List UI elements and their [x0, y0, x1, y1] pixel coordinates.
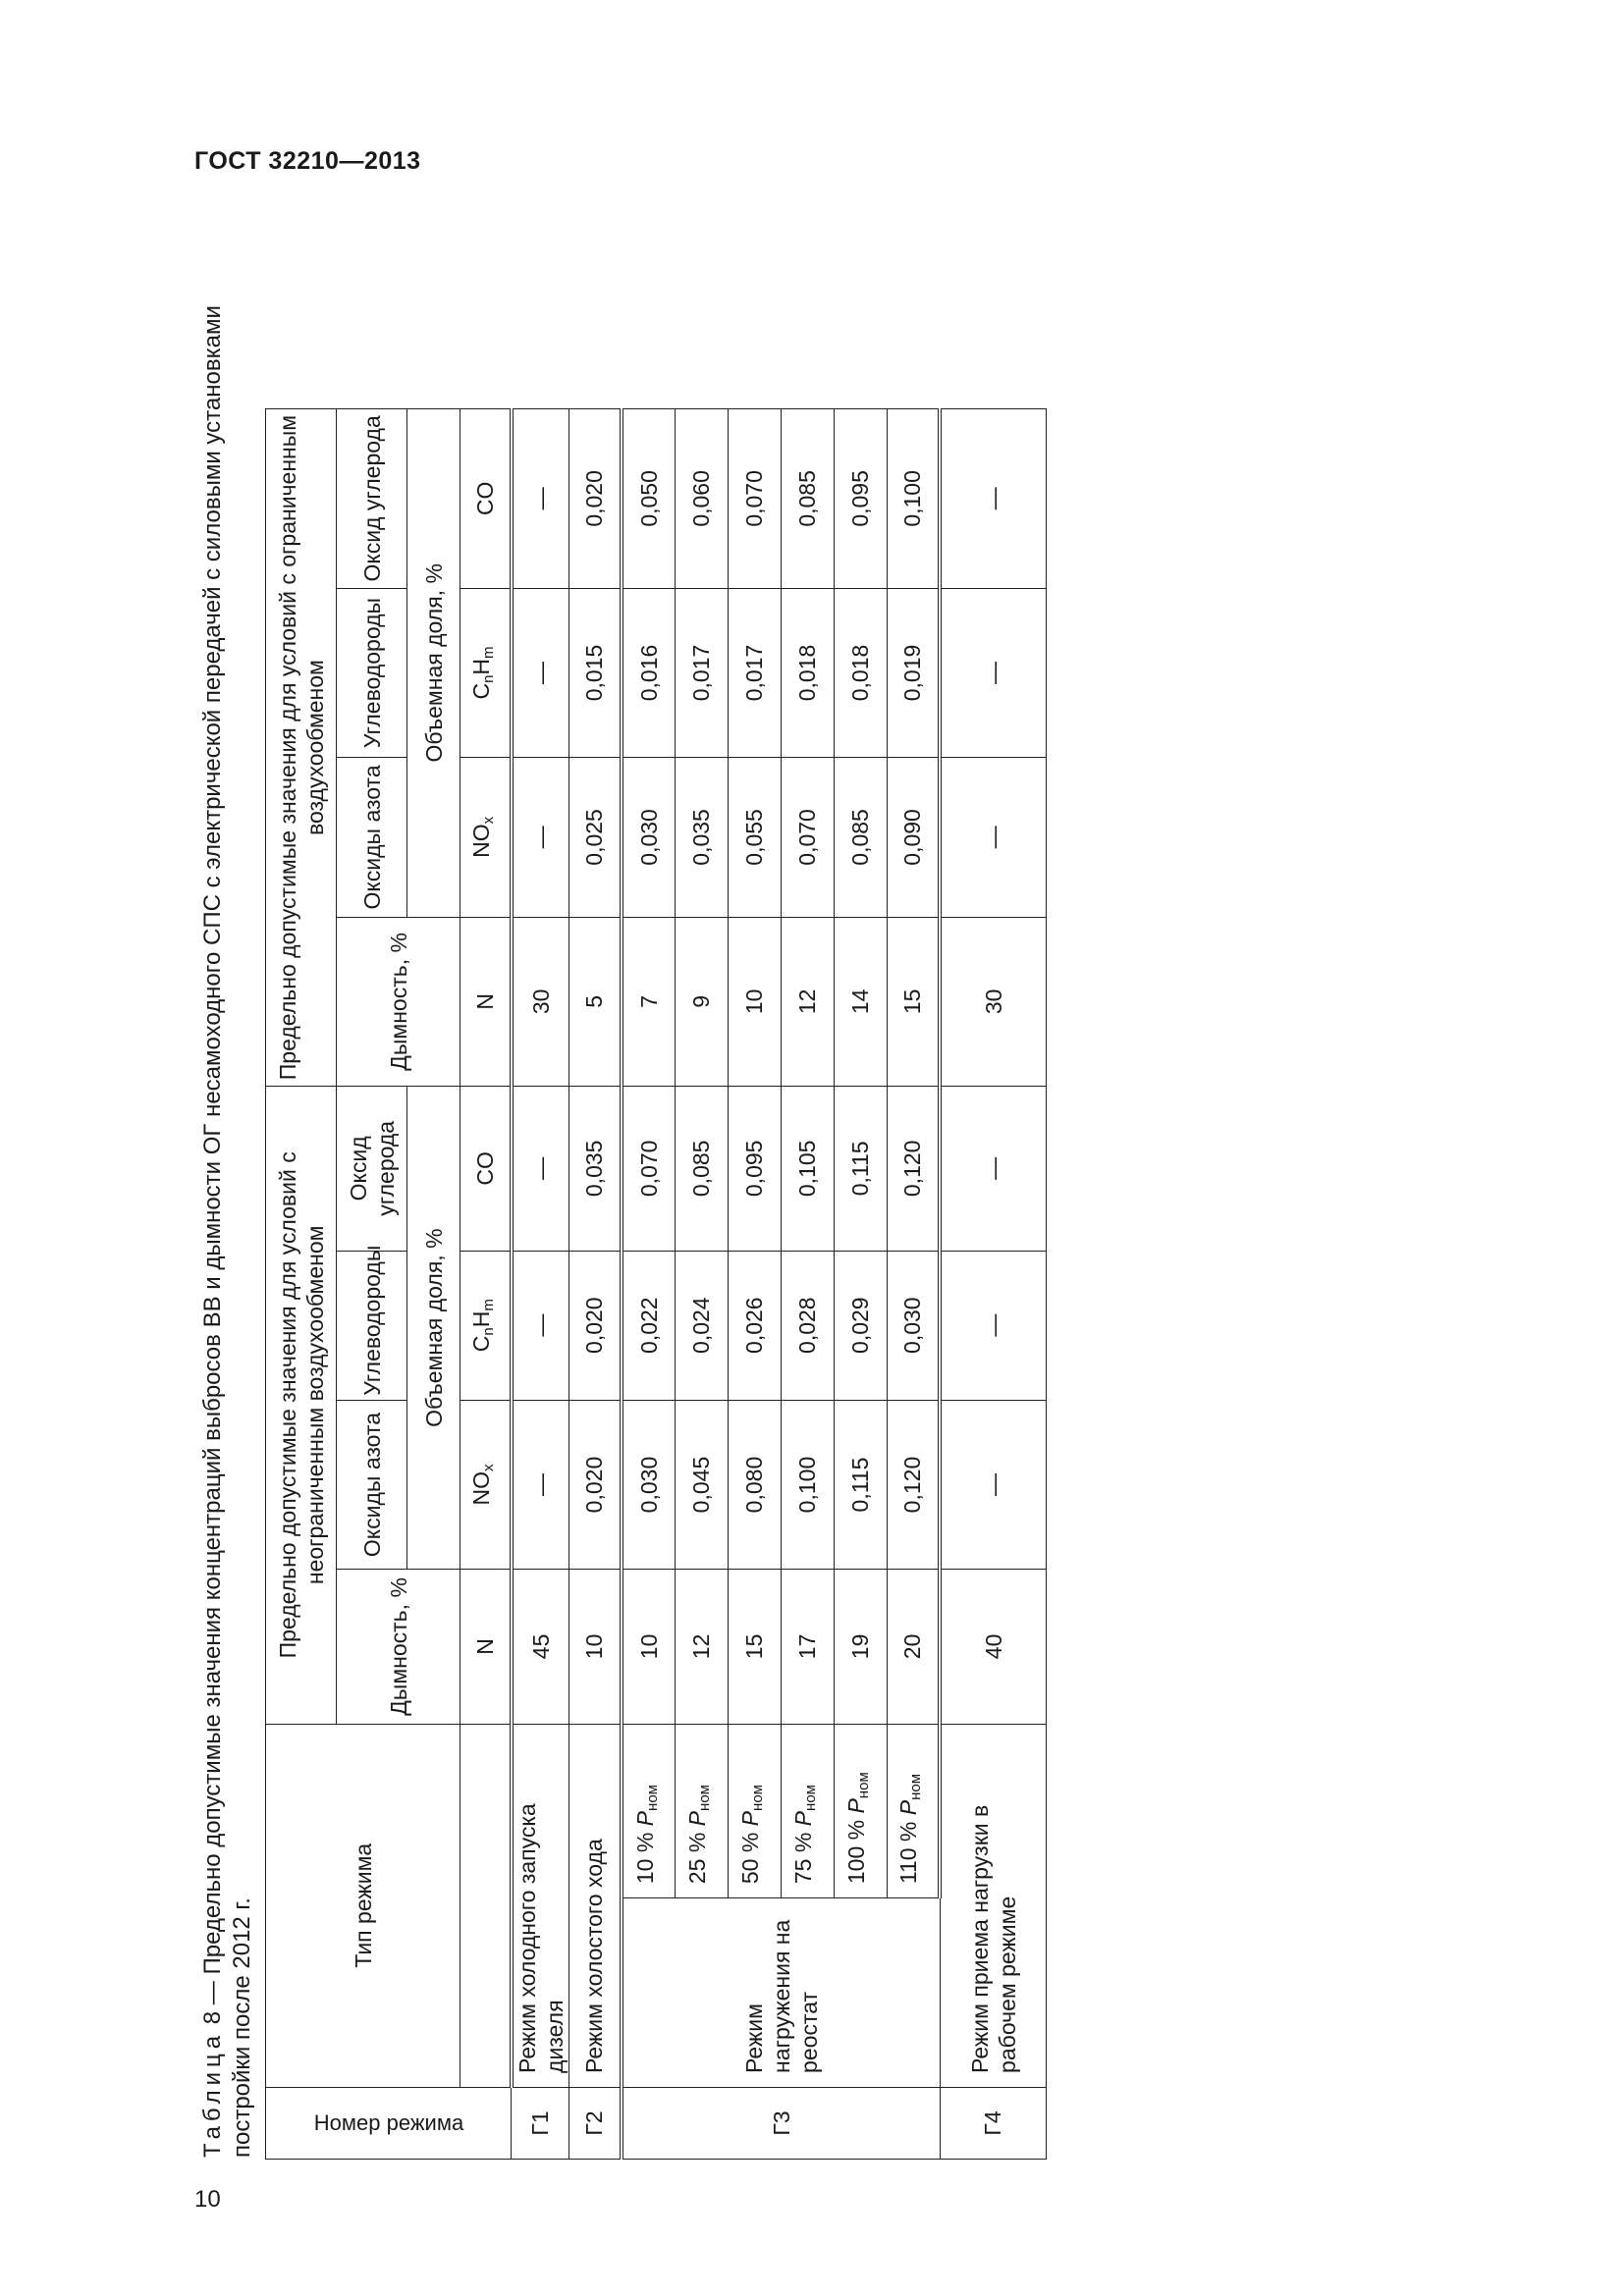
table-row [622, 212, 675, 2160]
sym-nox: $NO_x$ [460, 1400, 512, 1570]
load-level: 100 % $P_{ном}$ [834, 1724, 887, 1898]
cell-value: 0,030 [622, 758, 675, 917]
header-smoke-limited: Дымность, % [337, 917, 460, 1087]
cell-value: 9 [675, 917, 728, 1087]
cell-value: 0,100 [781, 1400, 834, 1570]
header-hc-limited: Углеводороды [337, 588, 407, 758]
header-nox-unlimited: Оксиды азота [337, 1400, 407, 1570]
cell-value: 0,020 [568, 1251, 622, 1400]
header-smoke-unlimited: Дымность, % [337, 1570, 460, 1724]
cell-value: 0,035 [568, 1087, 622, 1251]
cell-value: 10 [728, 917, 781, 1087]
emissions-table [265, 211, 1047, 2160]
header-volume-share-unlimited: Объемная доля, % [407, 1087, 460, 1570]
cell-value: — [512, 409, 569, 589]
cell-value: 12 [675, 1570, 728, 1724]
header-group-unlimited: Предельно допустимые значения для условий с неограниченным воздухообменом [266, 1087, 337, 1724]
header-row-1 [266, 212, 337, 2160]
header-hc-unlimited: Углеводороды [337, 1251, 407, 1400]
cell-value: 0,030 [622, 1400, 675, 1570]
sym-nox-limited: $NO_x$ [460, 758, 512, 917]
mode-name: Режим холодного запуска дизеля [512, 1724, 569, 2087]
cell-value: 0,016 [622, 588, 675, 758]
cell-value: 0,080 [728, 1400, 781, 1570]
table-row [940, 212, 1046, 2160]
cell-value: 0,030 [887, 1251, 940, 1400]
header-co-unlimited: Оксид углерода [337, 1087, 407, 1251]
cell-value: 0,120 [887, 1087, 940, 1251]
cell-value: — [512, 588, 569, 758]
table-caption [198, 211, 267, 2160]
header-nox-limited: Оксиды азота [337, 758, 407, 917]
cell-value: 0,085 [781, 409, 834, 589]
cell-value: 15 [887, 917, 940, 1087]
mode-number: Г4 [940, 2087, 1046, 2159]
header-volume-share-limited: Объемная доля, % [407, 409, 460, 918]
cell-value: 0,115 [834, 1400, 887, 1570]
cell-value: 0,060 [675, 409, 728, 589]
cell-value: 0,070 [728, 409, 781, 589]
header-mode-type: Тип режима [266, 1724, 460, 2087]
cell-value: — [512, 1400, 569, 1570]
cell-value: 0,029 [834, 1251, 887, 1400]
cell-value: 19 [834, 1570, 887, 1724]
cell-value: — [940, 588, 1046, 758]
mode-number: Г3 [622, 2087, 940, 2159]
cell-value: 45 [512, 1570, 569, 1724]
sym-n-limited: N [460, 917, 512, 1087]
cell-value: 12 [781, 917, 834, 1087]
document-standard-header: ГОСТ 32210—2013 [194, 147, 421, 175]
load-level: 10 % $P_{ном}$ [622, 1724, 675, 1898]
cell-value: — [940, 1251, 1046, 1400]
table-caption-number: 8 [199, 2010, 226, 2025]
cell-value: 30 [940, 917, 1046, 1087]
cell-value: 0,070 [781, 758, 834, 917]
cell-value: 0,018 [781, 588, 834, 758]
cell-value: 0,055 [728, 758, 781, 917]
cell-value: — [940, 1087, 1046, 1251]
header-row-symbols [460, 212, 512, 2160]
cell-value: 0,100 [887, 409, 940, 589]
cell-value: 0,050 [622, 409, 675, 589]
table-row [512, 212, 569, 2160]
cell-value: 0,070 [622, 1087, 675, 1251]
cell-value: 0,095 [834, 409, 887, 589]
table-row [781, 212, 834, 2160]
table-row [568, 212, 622, 2160]
cell-value: 15 [728, 1570, 781, 1724]
sym-hc: $C_nH_m$ [460, 1251, 512, 1400]
sym-hc-limited: $C_nH_m$ [460, 588, 512, 758]
mode-name: Режим приема нагрузки в рабочем режиме [940, 1724, 1046, 2087]
header-co-limited: Оксид углерода [337, 409, 407, 589]
cell-value: 0,017 [728, 588, 781, 758]
cell-value: 0,085 [834, 758, 887, 917]
cell-value: 10 [568, 1570, 622, 1724]
cell-value: 10 [622, 1570, 675, 1724]
cell-value: 7 [622, 917, 675, 1087]
cell-value: 0,024 [675, 1251, 728, 1400]
cell-value: 0,035 [675, 758, 728, 917]
cell-value: 30 [512, 917, 569, 1087]
cell-value: 40 [940, 1570, 1046, 1724]
cell-value: 14 [834, 917, 887, 1087]
sym-co: CO [460, 1087, 512, 1251]
cell-value: — [940, 758, 1046, 917]
table-caption-label: Таблица [199, 2030, 226, 2158]
cell-value: 0,095 [728, 1087, 781, 1251]
cell-value: 0,020 [568, 409, 622, 589]
load-level: 50 % $P_{ном}$ [728, 1724, 781, 1898]
cell-value: — [940, 1400, 1046, 1570]
sym-co-limited: CO [460, 409, 512, 589]
table-row [834, 212, 887, 2160]
cell-value: 5 [568, 917, 622, 1087]
table-row [728, 212, 781, 2160]
cell-value: — [940, 409, 1046, 589]
cell-value: 0,025 [568, 758, 622, 917]
cell-value: 20 [887, 1570, 940, 1724]
rotated-table-block [196, 211, 1386, 2160]
header-mode-number: Номер режима [266, 2087, 512, 2159]
cell-value: 0,026 [728, 1251, 781, 1400]
cell-value: — [512, 1087, 569, 1251]
cell-value: 0,085 [675, 1087, 728, 1251]
load-level: 25 % $P_{ном}$ [675, 1724, 728, 1898]
cell-value: — [512, 1251, 569, 1400]
cell-value: 17 [781, 1570, 834, 1724]
cell-value: 0,020 [568, 1400, 622, 1570]
header-symbol-blank [460, 1724, 512, 2087]
table-caption-text: — Предельно допустимые значения концентраций выбросов ВВ и дымности ОГ несамоходного СПС с электрической передачей с силовыми установками постройки после 2012 г. [199, 305, 255, 2158]
cell-value: 0,045 [675, 1400, 728, 1570]
load-level: 110 % $P_{ном}$ [887, 1724, 940, 1898]
mode-number: Г2 [568, 2087, 622, 2159]
cell-value: 0,115 [834, 1087, 887, 1251]
page-number: 10 [194, 2186, 221, 2213]
cell-value: 0,017 [675, 588, 728, 758]
cell-value: 0,022 [622, 1251, 675, 1400]
cell-value: 0,120 [887, 1400, 940, 1570]
load-level: 75 % $P_{ном}$ [781, 1724, 834, 1898]
mode-name: Режим холостого хода [568, 1724, 622, 2087]
cell-value: 0,028 [781, 1251, 834, 1400]
mode-name: Режим нагружения на реостат [622, 1898, 940, 2088]
cell-value: — [512, 758, 569, 917]
sym-n: N [460, 1570, 512, 1724]
cell-value: 0,018 [834, 588, 887, 758]
cell-value: 0,019 [887, 588, 940, 758]
header-group-limited: Предельно допустимые значения для условий с ограниченным воздухообменом [266, 409, 337, 1087]
table-row [887, 212, 940, 2160]
cell-value: 0,090 [887, 758, 940, 917]
mode-number: Г1 [512, 2087, 569, 2159]
cell-value: 0,015 [568, 588, 622, 758]
cell-value: 0,105 [781, 1087, 834, 1251]
table-row [675, 212, 728, 2160]
